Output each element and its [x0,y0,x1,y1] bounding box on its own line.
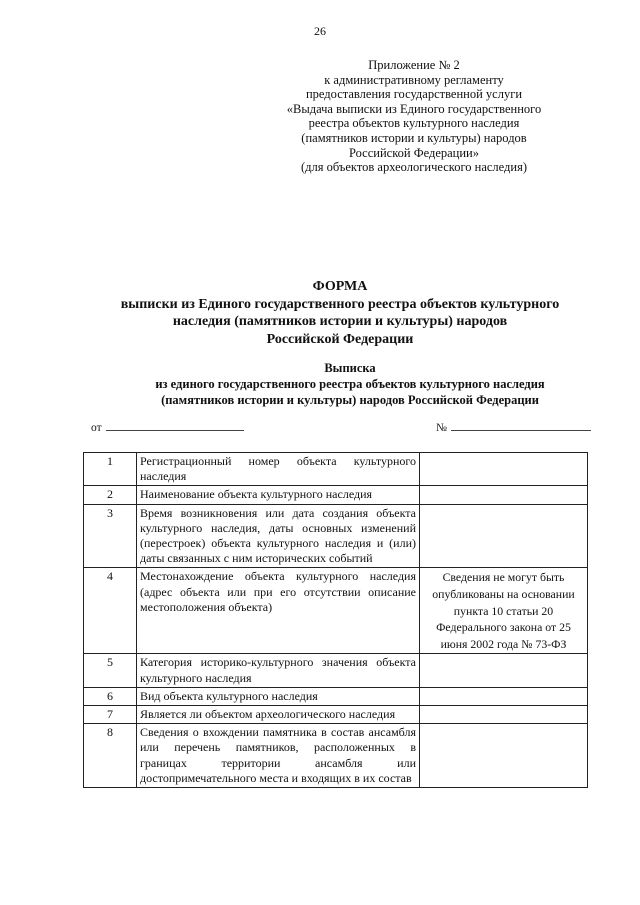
row-number: 3 [84,504,137,568]
from-label: от [91,422,102,434]
extract-title: Выписка [324,361,376,375]
row-field-name: Является ли объектом археологического наследия [137,706,420,724]
row-field-value [420,453,588,486]
number-field[interactable] [436,420,591,434]
row-field-name: Местонахождение объекта культурного наследия (адрес объекта или при его отсутствии описание местоположения объекта) [137,568,420,654]
row-number: 7 [84,706,137,724]
form-subtitle: Российской Федерации [266,331,414,347]
number-label: № [436,422,447,434]
row-field-name: Наименование объекта культурного наследия [137,486,420,504]
extract-table [83,452,588,788]
extract-subtitle: (памятников истории и культуры) народов Российской Федерации [161,393,539,407]
annex-line: (памятников истории и культуры) народов [301,130,527,145]
table-row [84,687,588,705]
table-row [84,504,588,568]
from-date-line[interactable] [106,420,244,431]
form-subtitle: выписки из Единого государственного реестра объектов культурного [120,296,560,312]
row-number: 1 [84,453,137,486]
date-number-fields [91,420,591,436]
row-field-name: Время возникновения или дата создания объекта культурного наследия, даты основных изменений (перестроек) объекта культурного наследия и (или) даты связанных с ним исторических событий [137,504,420,568]
extract-heading [70,360,630,408]
row-number: 5 [84,654,137,687]
row-number: 2 [84,486,137,504]
annex-line: предоставления государственной услуги [305,87,523,102]
row-field-name: Категория историко-культурного значения объекта культурного наследия [137,654,420,687]
extract-subtitle: из единого государственного реестра объектов культурного наследия [155,377,545,391]
row-field-value [420,687,588,705]
annex-line: (для объектов археологического наследия) [300,160,528,175]
row-field-value: Сведения не могут быть опубликованы на основании пункта 10 статьи 20 Федерального закона от 25 июня 2002 года № 73-ФЗ [420,568,588,654]
form-title: ФОРМА [312,279,368,294]
row-field-value [420,504,588,568]
table-row [84,453,588,486]
number-line[interactable] [451,420,591,431]
annex-line: «Выдача выписки из Единого государственного [286,101,542,116]
row-number: 6 [84,687,137,705]
annex-line: к административному регламенту [324,72,504,87]
page-number: 26 [314,24,326,38]
row-number: 8 [84,724,137,788]
table-row [84,724,588,788]
row-field-name: Вид объекта культурного наследия [137,687,420,705]
table-row [84,654,588,687]
from-date-field[interactable] [91,420,244,434]
annex-title: Приложение № 2 [368,58,460,72]
form-heading [60,278,620,348]
row-field-name: Регистрационный номер объекта культурного наследия [137,453,420,486]
annex-header [258,58,570,175]
table-row [84,568,588,654]
table-row [84,486,588,504]
table-row [84,706,588,724]
annex-line: реестра объектов культурного наследия [308,116,520,131]
row-field-value [420,486,588,504]
row-field-name: Сведения о вхождении памятника в состав ансамбля или перечень памятников, расположенных в границах территории ансамбля или достопримечательного места и входящих в их состав [137,724,420,788]
row-field-value [420,654,588,687]
row-field-value [420,724,588,788]
row-number: 4 [84,568,137,654]
row-field-value [420,706,588,724]
form-subtitle: наследия (памятников истории и культуры) народов [172,314,508,329]
annex-line: Российской Федерации» [348,145,479,160]
